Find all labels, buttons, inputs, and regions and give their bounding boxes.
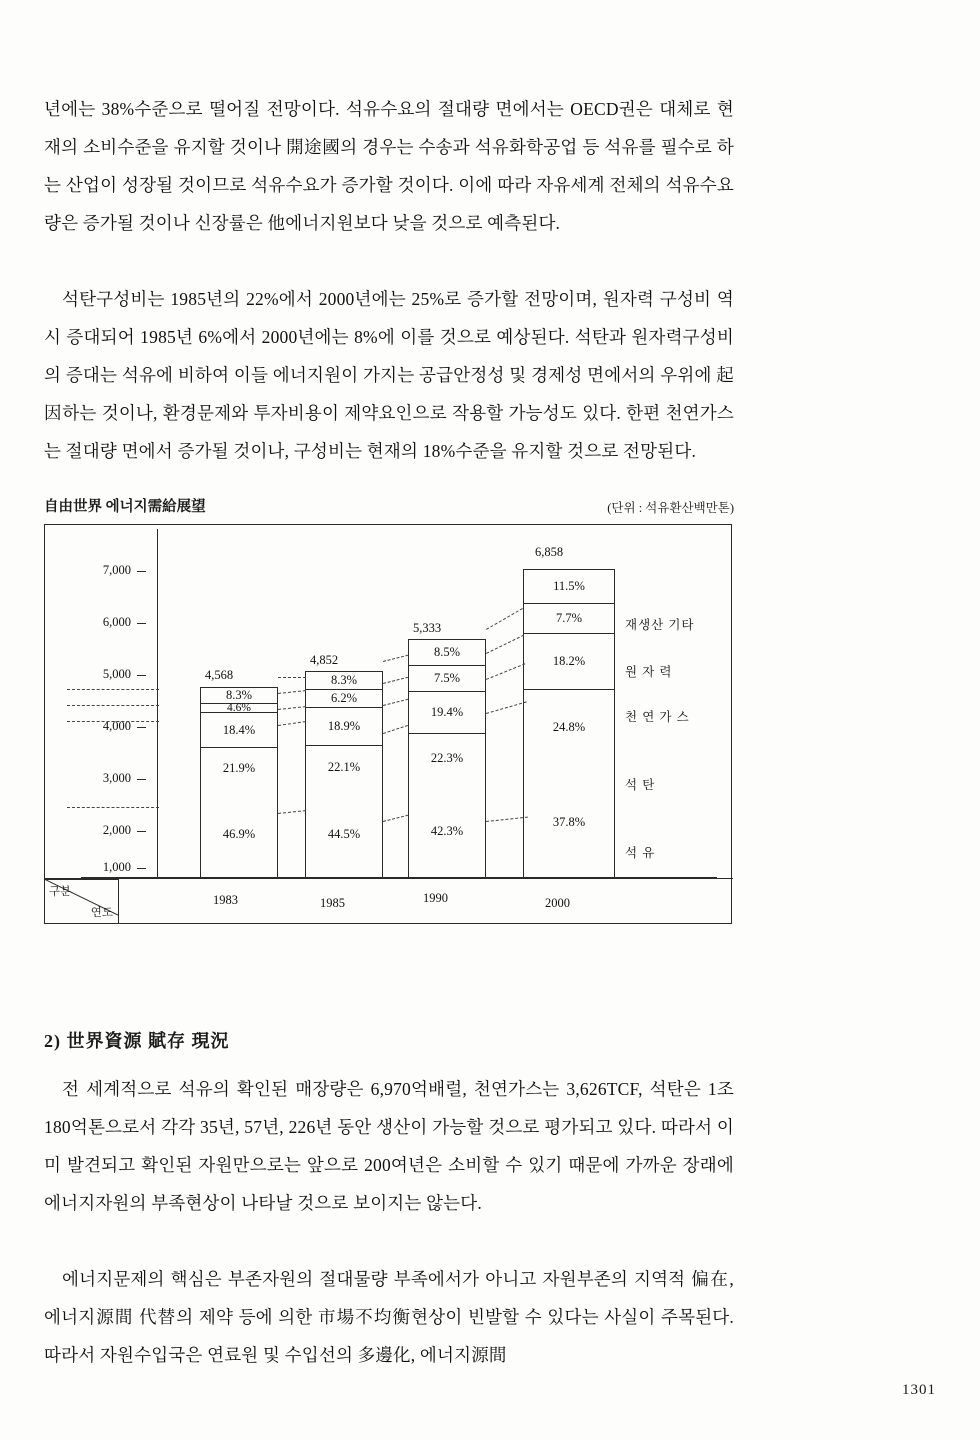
x-label-1990: 1990: [423, 891, 448, 905]
connector-1983-1985-a: [278, 677, 306, 678]
legend-nuclear: 원 자 력: [625, 665, 673, 679]
y-tick-mark-1000: [137, 868, 146, 869]
x-label-2000: 2000: [545, 896, 570, 910]
leader-line-d: [67, 807, 159, 808]
connector-1983-1985-c: [278, 706, 306, 710]
segment-coal-1983: 21.9%: [201, 747, 277, 789]
connector-1985-1990-e: [383, 815, 408, 822]
paragraph-3: 전 세계적으로 석유의 확인된 매장량은 6,970억배럴, 천연가스는 3,626TCF, 석탄은 1조180억톤으로서 각각 35년, 57년, 226년 동안 생산이 가능할 것으로 평가되고 있다. 따라서 이미 발견되고 확인된 자원만으로는 앞으로 200여년은 소비할 수 있기 때문에 가까운 장래에 에너지자원의 부족현상이 나타날 것으로 보이지는 않는다.: [44, 1078, 734, 1213]
y-tick-mark-6000: [137, 623, 146, 624]
connector-1985-1990-b: [383, 677, 408, 684]
connector-1983-1985-d: [278, 721, 306, 726]
total-label-1983: 4,568: [205, 668, 234, 682]
y-tick-label-3000: 3,000: [102, 771, 131, 785]
connector-1983-1985-e: [278, 810, 306, 814]
y-tick-label-6000: 6,000: [102, 615, 131, 629]
leader-line-c: [67, 721, 159, 722]
section-heading: 2) 世界資源 賦存 現況: [44, 1030, 230, 1051]
y-tick-mark-5000: [137, 675, 146, 676]
y-tick-label-1000: 1,000: [102, 860, 131, 874]
segment-renewable-2000: 11.5%: [524, 569, 614, 603]
segment-gas-1983: 18.4%: [201, 712, 277, 747]
connector-1990-2000-e: [486, 817, 528, 822]
y-axis-line: [157, 529, 158, 877]
bar-column-1983: [200, 687, 278, 879]
segment-nuclear-1990: 7.5%: [409, 665, 485, 691]
y-tick-label-7000: 7,000: [102, 563, 131, 577]
x-label-1985: 1985: [320, 896, 345, 910]
segment-renewable-1983: 8.3%: [201, 687, 277, 703]
segment-gas-2000: 18.2%: [524, 633, 614, 689]
legend-renewable: 재생산 기타: [625, 618, 695, 632]
figure-header: [44, 495, 734, 516]
segment-nuclear-1983: 4.6%: [201, 703, 277, 712]
segment-nuclear-1985: 6.2%: [306, 689, 382, 707]
x-label-1983: 1983: [213, 893, 238, 907]
corner-label-row: 구분: [49, 886, 72, 898]
segment-renewable-1990: 8.5%: [409, 639, 485, 665]
connector-1990-2000-a: [486, 608, 523, 630]
connector-1983-1985-b: [278, 690, 306, 694]
segment-oil-1985: 44.5%: [327, 826, 361, 841]
bar-column-1990: [408, 639, 486, 879]
leader-line-b: [67, 705, 159, 706]
segment-oil-1990: 42.3%: [430, 823, 464, 838]
y-tick-mark-2000: [137, 831, 146, 832]
y-tick-mark-3000: [137, 779, 146, 780]
axis-corner-box: [45, 879, 119, 923]
segment-renewable-1985: 8.3%: [306, 671, 382, 689]
y-tick-mark-4000: [137, 727, 146, 728]
energy-outlook-figure: [44, 495, 734, 924]
segment-oil-1983: 46.9%: [222, 826, 256, 841]
segment-coal-1985: 22.1%: [306, 745, 382, 789]
segment-nuclear-2000: 7.7%: [524, 603, 614, 633]
leader-line-a: [67, 689, 159, 690]
bar-column-1985: [305, 671, 383, 879]
figure-unit-note: (단위 : 석유환산백만톤): [607, 501, 734, 515]
segment-coal-2000: 24.8%: [524, 689, 614, 765]
paragraph-2: 석탄구성비는 1985년의 22%에서 2000년에는 25%로 증가할 전망이며, 원자력 구성비 역시 증대되어 1985년 6%에서 2000년에는 8%에 이를 것으로 예상된다. 석탄과 원자력구성비의 증대는 석유에 비하여 이들 에너지원이 가지는 공급안정성 및 경제성 면에서의 우위에 起因하는 것이나, 환경문제와 투자비용이 제약요인으로 작용할 가능성도 있다. 한편 천연가스는 절대량 면에서 증가될 것이나, 구성비는 현재의 18%수준을 유지할 것으로 전망된다.: [44, 288, 734, 461]
segment-oil-2000: 37.8%: [552, 814, 586, 829]
chart-area: [44, 524, 732, 924]
connector-1990-2000-b: [486, 635, 524, 654]
total-label-1985: 4,852: [310, 653, 339, 667]
segment-coal-1990: 22.3%: [409, 733, 485, 783]
legend-coal: 석 탄: [625, 778, 656, 792]
connector-1985-1990-c: [383, 699, 408, 706]
y-tick-mark-7000: [137, 571, 146, 572]
connector-1985-1990-d: [383, 725, 408, 734]
axis-row-divider: [45, 878, 733, 879]
connector-1990-2000-d: [486, 701, 527, 714]
paragraph-1: 년에는 38%수준으로 떨어질 전망이다. 석유수요의 절대량 면에서는 OECD권은 대체로 현재의 소비수준을 유지할 것이나 開途國의 경우는 수송과 석유화학공업 등 석유를 필수로 하는 산업이 성장될 것이므로 석유수요가 증가할 것이다. 이에 따라 자유세계 전체의 석유수요량은 증가될 것이나 신장률은 他에너지원보다 낮을 것으로 예측된다.: [44, 98, 734, 233]
y-tick-label-5000: 5,000: [102, 667, 131, 681]
page-number: 1301: [902, 1382, 936, 1398]
connector-1990-2000-c: [486, 663, 525, 680]
corner-label-col: 연도: [90, 907, 113, 919]
legend-oil: 석 유: [625, 846, 656, 860]
segment-gas-1990: 19.4%: [409, 691, 485, 733]
connector-1985-1990-a: [383, 655, 408, 662]
legend-gas: 천 연 가 스: [625, 710, 690, 724]
bar-column-2000: [523, 569, 615, 879]
y-tick-label-4000: 4,000: [102, 719, 131, 733]
total-label-1990: 5,333: [413, 621, 442, 635]
y-tick-label-2000: 2,000: [102, 823, 131, 837]
paragraph-4: 에너지문제의 핵심은 부존자원의 절대물량 부족에서가 아니고 자원부존의 지역적 偏在, 에너지源間 代替의 제약 등에 의한 市場不均衡현상이 빈발할 수 있다는 사실이 주목된다. 따라서 자원수입국은 연료원 및 수입선의 多邊化, 에너지源間: [44, 1268, 734, 1365]
total-label-2000: 6,858: [535, 545, 564, 559]
segment-gas-1985: 18.9%: [306, 707, 382, 745]
figure-title: 自由世界 에너지需給展望: [44, 499, 206, 515]
